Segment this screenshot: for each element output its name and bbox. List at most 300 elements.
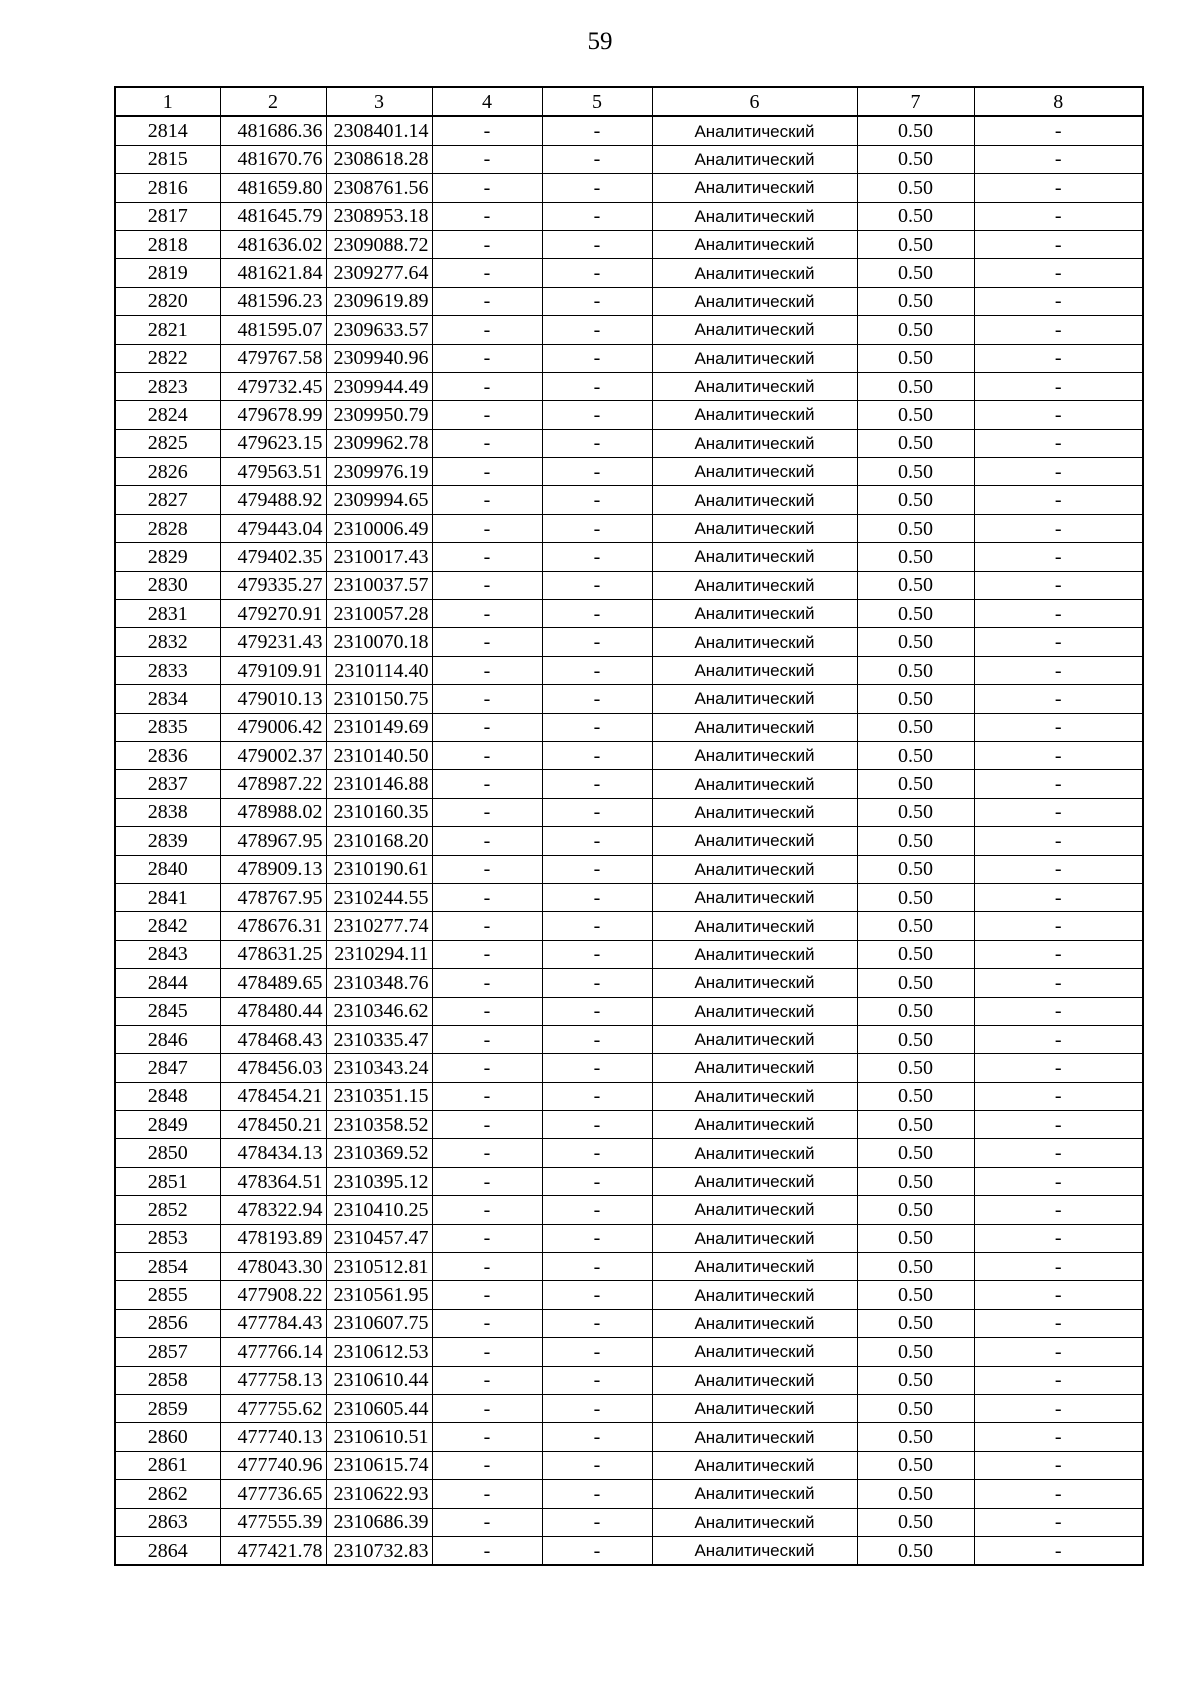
y-coordinate-cell: 2310190.61 [326,855,432,883]
y-coordinate-cell: 2309944.49 [326,372,432,400]
y-coordinate-cell: 2308618.28 [326,145,432,173]
point-number-cell: 2856 [115,1309,220,1337]
accuracy-cell: 0.50 [857,855,974,883]
column-4-cell: - [432,1167,542,1195]
table-row [115,202,1143,230]
point-number-cell: 2831 [115,600,220,628]
point-number-cell: 2825 [115,429,220,457]
method-cell: Аналитический [652,316,857,344]
accuracy-cell: 0.50 [857,486,974,514]
accuracy-cell: 0.50 [857,543,974,571]
column-5-cell: - [542,1480,652,1508]
accuracy-cell: 0.50 [857,713,974,741]
column-8-cell: - [974,287,1143,315]
column-8-cell: - [974,401,1143,429]
y-coordinate-cell: 2310057.28 [326,600,432,628]
method-cell: Аналитический [652,883,857,911]
column-5-cell: - [542,344,652,372]
column-5-cell: - [542,685,652,713]
accuracy-cell: 0.50 [857,770,974,798]
column-5-cell: - [542,912,652,940]
method-cell: Аналитический [652,1309,857,1337]
accuracy-cell: 0.50 [857,1025,974,1053]
column-8-cell: - [974,514,1143,542]
column-5-cell: - [542,1508,652,1536]
column-4-cell: - [432,202,542,230]
accuracy-cell: 0.50 [857,344,974,372]
column-4-cell: - [432,1139,542,1167]
accuracy-cell: 0.50 [857,514,974,542]
point-number-cell: 2830 [115,571,220,599]
point-number-cell: 2836 [115,741,220,769]
accuracy-cell: 0.50 [857,685,974,713]
x-coordinate-cell: 479231.43 [220,628,326,656]
column-4-cell: - [432,372,542,400]
column-5-cell: - [542,174,652,202]
column-4-cell: - [432,571,542,599]
coordinates-table [114,86,1144,1566]
column-4-cell: - [432,827,542,855]
table-row [115,571,1143,599]
accuracy-cell: 0.50 [857,1508,974,1536]
accuracy-cell: 0.50 [857,1480,974,1508]
point-number-cell: 2821 [115,316,220,344]
x-coordinate-cell: 478193.89 [220,1224,326,1252]
y-coordinate-cell: 2310358.52 [326,1111,432,1139]
column-5-cell: - [542,429,652,457]
method-cell: Аналитический [652,259,857,287]
y-coordinate-cell: 2310512.81 [326,1253,432,1281]
x-coordinate-cell: 478967.95 [220,827,326,855]
point-number-cell: 2835 [115,713,220,741]
accuracy-cell: 0.50 [857,174,974,202]
y-coordinate-cell: 2310244.55 [326,883,432,911]
column-4-cell: - [432,1423,542,1451]
method-cell: Аналитический [652,230,857,258]
column-5-cell: - [542,1224,652,1252]
y-coordinate-cell: 2308401.14 [326,116,432,145]
column-5-cell: - [542,259,652,287]
column-4-cell: - [432,287,542,315]
column-8-cell: - [974,1366,1143,1394]
method-cell: Аналитический [652,827,857,855]
table-row [115,230,1143,258]
column-4-cell: - [432,628,542,656]
method-cell: Аналитический [652,940,857,968]
accuracy-cell: 0.50 [857,1451,974,1479]
table-row [115,1394,1143,1422]
point-number-cell: 2858 [115,1366,220,1394]
y-coordinate-cell: 2310146.88 [326,770,432,798]
column-header-1: 1 [115,87,220,116]
column-5-cell: - [542,316,652,344]
table-row [115,940,1143,968]
accuracy-cell: 0.50 [857,1224,974,1252]
x-coordinate-cell: 479002.37 [220,741,326,769]
point-number-cell: 2840 [115,855,220,883]
point-number-cell: 2820 [115,287,220,315]
method-cell: Аналитический [652,1366,857,1394]
table-body [115,116,1143,1565]
column-header-4: 4 [432,87,542,116]
y-coordinate-cell: 2310732.83 [326,1536,432,1565]
column-header-5: 5 [542,87,652,116]
accuracy-cell: 0.50 [857,940,974,968]
column-5-cell: - [542,600,652,628]
point-number-cell: 2852 [115,1196,220,1224]
method-cell: Аналитический [652,202,857,230]
table-row [115,798,1143,826]
table-row [115,883,1143,911]
method-cell: Аналитический [652,855,857,883]
method-cell: Аналитический [652,770,857,798]
point-number-cell: 2861 [115,1451,220,1479]
point-number-cell: 2837 [115,770,220,798]
point-number-cell: 2846 [115,1025,220,1053]
column-4-cell: - [432,600,542,628]
column-8-cell: - [974,1111,1143,1139]
method-cell: Аналитический [652,1281,857,1309]
point-number-cell: 2816 [115,174,220,202]
method-cell: Аналитический [652,1536,857,1565]
table-row [115,372,1143,400]
column-4-cell: - [432,1394,542,1422]
column-4-cell: - [432,741,542,769]
column-5-cell: - [542,543,652,571]
column-8-cell: - [974,1536,1143,1565]
column-5-cell: - [542,997,652,1025]
x-coordinate-cell: 477736.65 [220,1480,326,1508]
method-cell: Аналитический [652,1253,857,1281]
x-coordinate-cell: 479402.35 [220,543,326,571]
x-coordinate-cell: 477758.13 [220,1366,326,1394]
table-row [115,1451,1143,1479]
accuracy-cell: 0.50 [857,458,974,486]
method-cell: Аналитический [652,912,857,940]
column-5-cell: - [542,1167,652,1195]
accuracy-cell: 0.50 [857,1253,974,1281]
x-coordinate-cell: 478456.03 [220,1054,326,1082]
y-coordinate-cell: 2310348.76 [326,969,432,997]
column-8-cell: - [974,1480,1143,1508]
method-cell: Аналитический [652,1394,857,1422]
method-cell: Аналитический [652,1167,857,1195]
accuracy-cell: 0.50 [857,372,974,400]
accuracy-cell: 0.50 [857,628,974,656]
table-row [115,429,1143,457]
column-8-cell: - [974,1253,1143,1281]
accuracy-cell: 0.50 [857,230,974,258]
y-coordinate-cell: 2309976.19 [326,458,432,486]
x-coordinate-cell: 478480.44 [220,997,326,1025]
header-row [115,87,1143,116]
accuracy-cell: 0.50 [857,1338,974,1366]
column-8-cell: - [974,1196,1143,1224]
column-5-cell: - [542,514,652,542]
y-coordinate-cell: 2310610.51 [326,1423,432,1451]
point-number-cell: 2851 [115,1167,220,1195]
column-8-cell: - [974,1338,1143,1366]
column-8-cell: - [974,713,1143,741]
point-number-cell: 2855 [115,1281,220,1309]
x-coordinate-cell: 481636.02 [220,230,326,258]
x-coordinate-cell: 479270.91 [220,600,326,628]
x-coordinate-cell: 479563.51 [220,458,326,486]
column-8-cell: - [974,1054,1143,1082]
x-coordinate-cell: 477766.14 [220,1338,326,1366]
method-cell: Аналитический [652,1196,857,1224]
accuracy-cell: 0.50 [857,997,974,1025]
y-coordinate-cell: 2310615.74 [326,1451,432,1479]
column-5-cell: - [542,713,652,741]
column-5-cell: - [542,1309,652,1337]
column-4-cell: - [432,940,542,968]
point-number-cell: 2822 [115,344,220,372]
method-cell: Аналитический [652,571,857,599]
accuracy-cell: 0.50 [857,1111,974,1139]
column-5-cell: - [542,1451,652,1479]
column-5-cell: - [542,202,652,230]
point-number-cell: 2845 [115,997,220,1025]
x-coordinate-cell: 481686.36 [220,116,326,145]
point-number-cell: 2841 [115,883,220,911]
column-4-cell: - [432,316,542,344]
accuracy-cell: 0.50 [857,798,974,826]
y-coordinate-cell: 2309962.78 [326,429,432,457]
table-row [115,600,1143,628]
accuracy-cell: 0.50 [857,912,974,940]
column-4-cell: - [432,1338,542,1366]
method-cell: Аналитический [652,1451,857,1479]
column-5-cell: - [542,571,652,599]
column-5-cell: - [542,656,652,684]
method-cell: Аналитический [652,1508,857,1536]
column-4-cell: - [432,1366,542,1394]
column-5-cell: - [542,486,652,514]
column-8-cell: - [974,770,1143,798]
table-row [115,1111,1143,1139]
y-coordinate-cell: 2310017.43 [326,543,432,571]
x-coordinate-cell: 479678.99 [220,401,326,429]
point-number-cell: 2828 [115,514,220,542]
point-number-cell: 2814 [115,116,220,145]
table-row [115,1167,1143,1195]
column-5-cell: - [542,1139,652,1167]
column-5-cell: - [542,883,652,911]
column-8-cell: - [974,1423,1143,1451]
table-row [115,344,1143,372]
x-coordinate-cell: 477555.39 [220,1508,326,1536]
x-coordinate-cell: 481670.76 [220,145,326,173]
x-coordinate-cell: 478322.94 [220,1196,326,1224]
method-cell: Аналитический [652,600,857,628]
table-row [115,1025,1143,1053]
method-cell: Аналитический [652,486,857,514]
table-row [115,685,1143,713]
table-row [115,145,1143,173]
column-4-cell: - [432,145,542,173]
table-row [115,656,1143,684]
y-coordinate-cell: 2310343.24 [326,1054,432,1082]
table-row [115,628,1143,656]
accuracy-cell: 0.50 [857,827,974,855]
column-4-cell: - [432,486,542,514]
table-row [115,912,1143,940]
x-coordinate-cell: 478909.13 [220,855,326,883]
x-coordinate-cell: 477784.43 [220,1309,326,1337]
method-cell: Аналитический [652,543,857,571]
column-4-cell: - [432,116,542,145]
column-5-cell: - [542,401,652,429]
point-number-cell: 2849 [115,1111,220,1139]
x-coordinate-cell: 479335.27 [220,571,326,599]
point-number-cell: 2832 [115,628,220,656]
column-4-cell: - [432,713,542,741]
x-coordinate-cell: 477740.96 [220,1451,326,1479]
x-coordinate-cell: 478631.25 [220,940,326,968]
column-8-cell: - [974,1139,1143,1167]
column-5-cell: - [542,969,652,997]
column-header-3: 3 [326,87,432,116]
accuracy-cell: 0.50 [857,1139,974,1167]
column-5-cell: - [542,1338,652,1366]
x-coordinate-cell: 478987.22 [220,770,326,798]
y-coordinate-cell: 2310686.39 [326,1508,432,1536]
column-8-cell: - [974,883,1143,911]
y-coordinate-cell: 2308953.18 [326,202,432,230]
column-header-2: 2 [220,87,326,116]
point-number-cell: 2854 [115,1253,220,1281]
y-coordinate-cell: 2310006.49 [326,514,432,542]
accuracy-cell: 0.50 [857,145,974,173]
table-row [115,1508,1143,1536]
column-8-cell: - [974,230,1143,258]
column-header-8: 8 [974,87,1143,116]
column-8-cell: - [974,259,1143,287]
column-5-cell: - [542,798,652,826]
accuracy-cell: 0.50 [857,1309,974,1337]
table-row [115,827,1143,855]
column-5-cell: - [542,1025,652,1053]
point-number-cell: 2863 [115,1508,220,1536]
column-8-cell: - [974,855,1143,883]
column-4-cell: - [432,912,542,940]
method-cell: Аналитический [652,1082,857,1110]
table-row [115,458,1143,486]
column-4-cell: - [432,1054,542,1082]
method-cell: Аналитический [652,344,857,372]
column-4-cell: - [432,230,542,258]
column-5-cell: - [542,1394,652,1422]
x-coordinate-cell: 478988.02 [220,798,326,826]
column-4-cell: - [432,174,542,202]
method-cell: Аналитический [652,685,857,713]
column-8-cell: - [974,202,1143,230]
y-coordinate-cell: 2310168.20 [326,827,432,855]
column-8-cell: - [974,827,1143,855]
y-coordinate-cell: 2310610.44 [326,1366,432,1394]
point-number-cell: 2829 [115,543,220,571]
column-5-cell: - [542,940,652,968]
column-5-cell: - [542,116,652,145]
table-row [115,1082,1143,1110]
column-4-cell: - [432,344,542,372]
point-number-cell: 2838 [115,798,220,826]
accuracy-cell: 0.50 [857,1423,974,1451]
y-coordinate-cell: 2310622.93 [326,1480,432,1508]
accuracy-cell: 0.50 [857,1167,974,1195]
method-cell: Аналитический [652,741,857,769]
column-8-cell: - [974,486,1143,514]
point-number-cell: 2844 [115,969,220,997]
point-number-cell: 2859 [115,1394,220,1422]
column-4-cell: - [432,798,542,826]
x-coordinate-cell: 481659.80 [220,174,326,202]
column-4-cell: - [432,883,542,911]
y-coordinate-cell: 2309619.89 [326,287,432,315]
accuracy-cell: 0.50 [857,883,974,911]
column-4-cell: - [432,429,542,457]
column-8-cell: - [974,1281,1143,1309]
accuracy-cell: 0.50 [857,287,974,315]
column-5-cell: - [542,855,652,883]
table-row [115,770,1143,798]
point-number-cell: 2862 [115,1480,220,1508]
table-row [115,1423,1143,1451]
table-row [115,116,1143,145]
x-coordinate-cell: 479443.04 [220,514,326,542]
column-8-cell: - [974,344,1143,372]
point-number-cell: 2853 [115,1224,220,1252]
table-row [115,1253,1143,1281]
column-8-cell: - [974,429,1143,457]
y-coordinate-cell: 2310277.74 [326,912,432,940]
accuracy-cell: 0.50 [857,571,974,599]
y-coordinate-cell: 2310457.47 [326,1224,432,1252]
column-4-cell: - [432,1281,542,1309]
table-row [115,259,1143,287]
column-4-cell: - [432,401,542,429]
column-4-cell: - [432,514,542,542]
accuracy-cell: 0.50 [857,1394,974,1422]
x-coordinate-cell: 479010.13 [220,685,326,713]
accuracy-cell: 0.50 [857,116,974,145]
method-cell: Аналитический [652,401,857,429]
y-coordinate-cell: 2310612.53 [326,1338,432,1366]
point-number-cell: 2817 [115,202,220,230]
method-cell: Аналитический [652,1054,857,1082]
column-4-cell: - [432,458,542,486]
column-8-cell: - [974,656,1143,684]
column-4-cell: - [432,1224,542,1252]
table-row [115,287,1143,315]
column-4-cell: - [432,1025,542,1053]
y-coordinate-cell: 2309994.65 [326,486,432,514]
column-5-cell: - [542,230,652,258]
column-8-cell: - [974,628,1143,656]
column-5-cell: - [542,372,652,400]
column-8-cell: - [974,571,1143,599]
x-coordinate-cell: 479006.42 [220,713,326,741]
column-4-cell: - [432,1309,542,1337]
y-coordinate-cell: 2308761.56 [326,174,432,202]
column-8-cell: - [974,372,1143,400]
point-number-cell: 2864 [115,1536,220,1565]
x-coordinate-cell: 479767.58 [220,344,326,372]
point-number-cell: 2860 [115,1423,220,1451]
x-coordinate-cell: 481596.23 [220,287,326,315]
column-5-cell: - [542,1423,652,1451]
